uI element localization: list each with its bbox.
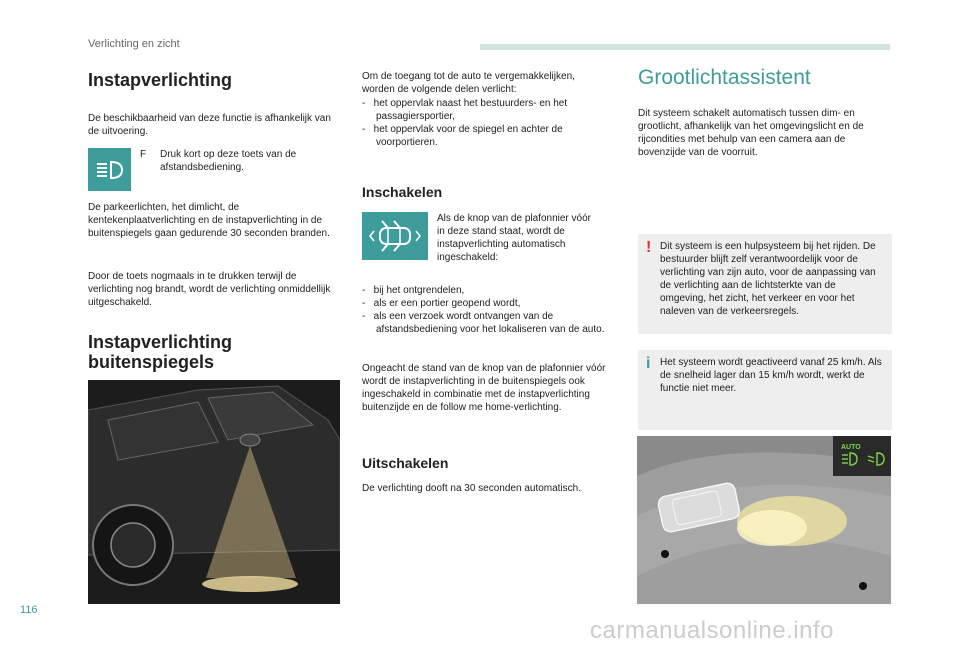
inschakelen-list [362, 284, 608, 336]
watermark: carmanualsonline.info [590, 617, 834, 644]
lights-key-icon [88, 148, 131, 191]
low-beam-icon [868, 453, 884, 465]
list-item: - als een verzoek wordt ontvangen van de afstandsbediening voor het lokaliseren van de auto. [362, 311, 605, 335]
title-instapverlichting: Instapverlichting [88, 70, 233, 90]
headlamp-icon [95, 158, 125, 182]
inschakelen-text: Als de knop van de plafonnier vóór in deze stand staat, wordt de instapverlichting automatisch ingeschakeld: [437, 213, 591, 263]
col1-intro: De beschikbaarheid van deze functie is afhankelijk van de uitvoering. [88, 113, 331, 137]
info-icon: i [646, 355, 651, 372]
inschakelen-para: Ongeacht de stand van de knop van de plafonnier vóór wordt de instapverlichting in de buitenspiegels ook ingeschakeld in combinatie met de instapverlichting buitenzijde en de follow me home-verlichting. [362, 363, 606, 413]
warning-box [638, 234, 892, 334]
warning-text: Dit systeem is een hulpsysteem bij het rijden. De bestuurder blijft zelf verantwoordelijk voor de verlichting van zijn auto, voor de aanpassing van de verlichting aan de lichtsterkte van de omgeving, het zicht, het verkeer en voor het naleven van de verkeersregels. [660, 241, 876, 317]
uitschakelen-text: De verlichting dooft na 30 seconden automatisch. [362, 483, 582, 494]
info-box [638, 350, 892, 430]
step-bullet: F [140, 149, 147, 160]
title-buitenspiegels [88, 332, 232, 372]
info-text: Het systeem wordt geactiveerd vanaf 25 km/h. Als de snelheid lager dan 15 km/h wordt, werkt de functie niet meer. [660, 357, 882, 394]
mirror-light-illustration [88, 380, 340, 604]
car-doors-open-icon [368, 219, 422, 253]
dash-lights-icons [841, 452, 885, 466]
list-item: - bij het ontgrendelen, [362, 285, 465, 296]
col3-intro: Dit systeem schakelt automatisch tussen dim- en grootlicht, afhankelijk van het omgevingslicht en de rijcondities met behulp van een camera aan de bovenzijde van de voorruit. [638, 108, 864, 158]
title-inschakelen: Inschakelen [362, 184, 443, 200]
title-buitenspiegels-line1: Instapverlichting [88, 332, 233, 352]
auto-high-beam-icon [842, 453, 857, 465]
warning-icon: ! [646, 239, 652, 256]
section-header: Verlichting en zicht [88, 38, 180, 50]
list-item: - het oppervlak naast het bestuurders- en het passagiersportier, [362, 98, 568, 122]
col1-para1: De parkeerlichten, het dimlicht, de kentekenplaatverlichting en de instapverlichting in de buitenspiegels gaan gedurende 30 seconden branden. [88, 202, 330, 239]
list-item: - het oppervlak voor de spiegel en achter de voorportieren. [362, 124, 563, 148]
page-number: 116 [20, 604, 38, 616]
col2-intro: Om de toegang tot de auto te vergemakkelijken, worden de volgende delen verlicht: [362, 71, 575, 95]
auto-label: AUTO [841, 444, 861, 451]
col1-para2: Door de toets nogmaals in te drukken terwijl de verlichting nog brandt, wordt de verlichting onmiddellijk uitgeschakeld. [88, 271, 331, 308]
step-text: Druk kort op deze toets van de afstandsbediening. [160, 149, 297, 173]
courtesy-light-switch-icon [362, 212, 428, 260]
title-grootlichtassistent: Grootlichtassistent [638, 66, 811, 89]
col2-intro-list [362, 97, 608, 149]
list-item: - als er een portier geopend wordt, [362, 298, 521, 309]
header-bar [480, 44, 890, 50]
title-buitenspiegels-line2: buitenspiegels [88, 352, 215, 372]
title-uitschakelen: Uitschakelen [362, 455, 449, 471]
